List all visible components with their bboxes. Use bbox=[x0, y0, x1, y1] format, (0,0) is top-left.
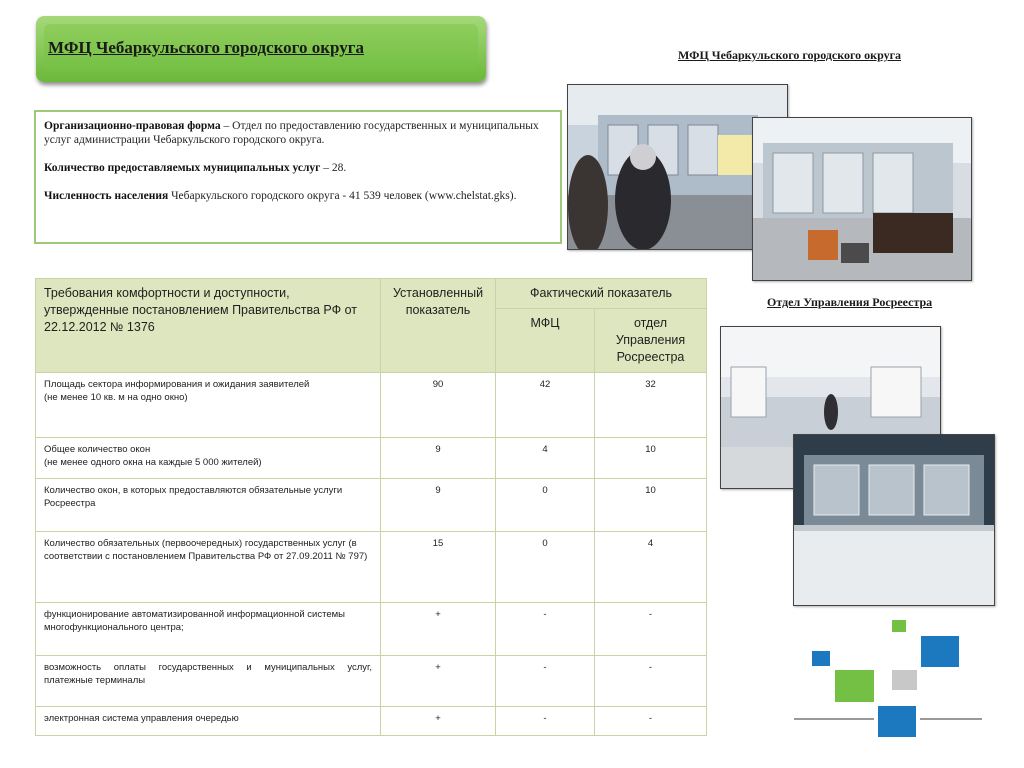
page-title: МФЦ Чебаркульского городского округа bbox=[48, 38, 364, 57]
table-row bbox=[36, 373, 707, 438]
logo-square-green bbox=[835, 670, 874, 702]
row-requirement: Количество окон, в которых предоставляются обязательные услуги Росреестра bbox=[36, 479, 381, 532]
info-services bbox=[44, 161, 552, 175]
table-row bbox=[36, 479, 707, 532]
row-mfc: 0 bbox=[496, 532, 595, 603]
info-form-label: Организационно-правовая форма bbox=[44, 120, 221, 132]
row-established: 90 bbox=[381, 373, 496, 438]
header-actual: Фактический показатель bbox=[496, 279, 707, 309]
row-mfc: 42 bbox=[496, 373, 595, 438]
title-banner bbox=[36, 16, 486, 82]
header-rosreestr: отдел Управления Росреестра bbox=[595, 309, 707, 373]
row-rosreestr: 10 bbox=[595, 479, 707, 532]
table-row bbox=[36, 603, 707, 656]
row-established: 15 bbox=[381, 532, 496, 603]
row-rosreestr: 4 bbox=[595, 532, 707, 603]
row-mfc: - bbox=[496, 603, 595, 656]
row-requirement: функционирование автоматизированной информационной системы многофункционального центра; bbox=[36, 603, 381, 656]
info-form-text: – Отдел по предоставлению государственных и муниципальных услуг администрации Чебаркульского городского округа. bbox=[44, 120, 539, 146]
header-requirements: Требования комфортности и доступности, утвержденные постановлением Правительства РФ от 22.12.2012 № 1376 bbox=[36, 279, 381, 373]
row-mfc: 0 bbox=[496, 479, 595, 532]
info-box bbox=[34, 110, 562, 244]
row-established: + bbox=[381, 656, 496, 707]
photo-mfc-office bbox=[752, 117, 972, 281]
photos-rosreestr-caption: Отдел Управления Росреестра bbox=[767, 295, 933, 309]
logo-square-small-blue bbox=[812, 651, 830, 666]
row-rosreestr: 32 bbox=[595, 373, 707, 438]
row-established: 9 bbox=[381, 438, 496, 479]
logo-square-grey bbox=[892, 670, 917, 690]
photos-title: МФЦ Чебаркульского городского округа bbox=[678, 48, 902, 62]
info-form bbox=[44, 119, 552, 147]
row-requirement: Количество обязательных (первоочередных) государственных услуг (в соответствии с постановлением Правительства РФ от 27.09.2011 № 797) bbox=[36, 532, 381, 603]
row-rosreestr: - bbox=[595, 603, 707, 656]
logo-square-small-green bbox=[892, 620, 906, 632]
row-requirement: возможность оплаты государственных и муниципальных услуг, платежные терминалы bbox=[36, 656, 381, 707]
info-services-label: Количество предоставляемых муниципальных услуг bbox=[44, 162, 321, 174]
row-rosreestr: 10 bbox=[595, 438, 707, 479]
row-rosreestr: - bbox=[595, 656, 707, 707]
table-header-row bbox=[36, 279, 707, 309]
header-mfc: МФЦ bbox=[496, 309, 595, 373]
row-established: + bbox=[381, 603, 496, 656]
table-row bbox=[36, 707, 707, 736]
header-established: Установленный показатель bbox=[381, 279, 496, 373]
logo-line-left bbox=[794, 718, 874, 720]
mfc-logo bbox=[792, 618, 988, 740]
photo-rosreestr-windows bbox=[793, 434, 995, 606]
table-row bbox=[36, 532, 707, 603]
requirements-table bbox=[35, 278, 707, 736]
logo-line-right bbox=[920, 718, 982, 720]
info-services-text: – 28. bbox=[320, 162, 347, 174]
table-row bbox=[36, 438, 707, 479]
info-population-text: Чебаркульского городского округа - 41 539 человек (www.chelstat.gks). bbox=[168, 190, 517, 202]
row-established: 9 bbox=[381, 479, 496, 532]
logo-square-blue-bottom bbox=[878, 706, 916, 737]
row-mfc: - bbox=[496, 707, 595, 736]
row-mfc: 4 bbox=[496, 438, 595, 479]
row-requirement: Общее количество окон (не менее одного окна на каждые 5 000 жителей) bbox=[36, 438, 381, 479]
info-population-label: Численность населения bbox=[44, 190, 169, 202]
title-banner-inner bbox=[44, 24, 478, 72]
row-rosreestr: - bbox=[595, 707, 707, 736]
row-established: + bbox=[381, 707, 496, 736]
row-requirement: Площадь сектора информирования и ожидания заявителей (не менее 10 кв. м на одно окно) bbox=[36, 373, 381, 438]
info-population bbox=[44, 189, 552, 203]
row-mfc: - bbox=[496, 656, 595, 707]
table-row bbox=[36, 656, 707, 707]
row-requirement: электронная система управления очередью bbox=[36, 707, 381, 736]
logo-square-blue-right bbox=[921, 636, 959, 667]
